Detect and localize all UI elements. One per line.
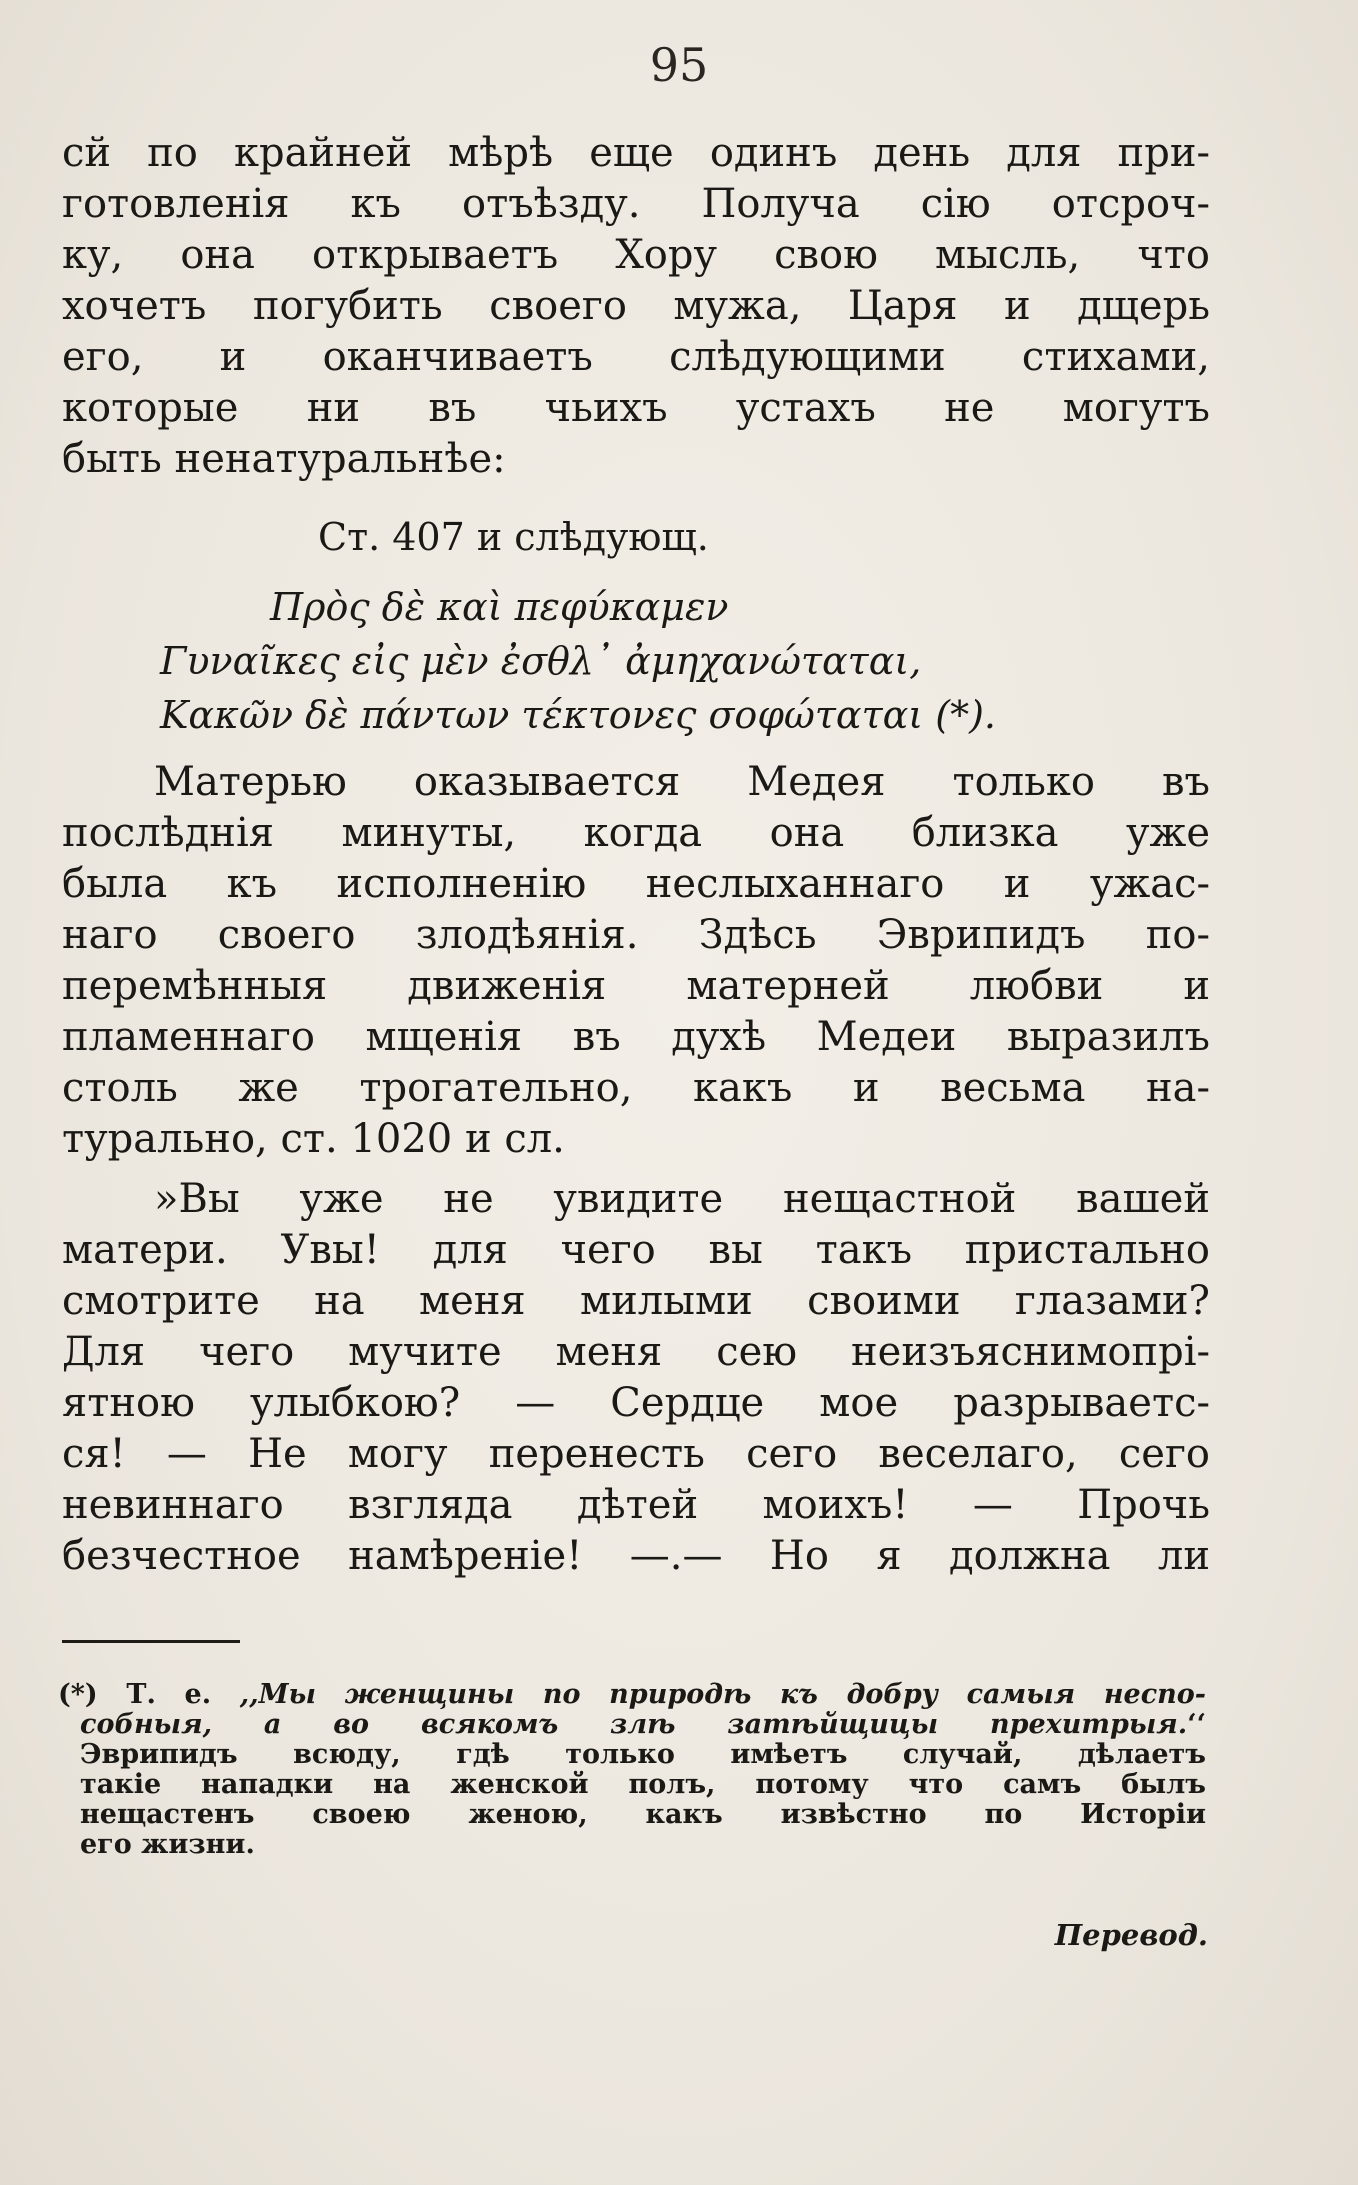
text-line: готовленія къ отъѣзду. Получа сію отсроч- [62,181,1210,227]
text-line: ся! — Не могу перенесть сего веселаго, сего [62,1431,1210,1477]
footnote-marker: (*) Т. е. [58,1680,240,1710]
translator-note: Перевод. [1054,1918,1208,1952]
text-line: »Вы уже не увидите нещастной вашей [154,1176,1210,1222]
text-line: ку, она открываетъ Хору свою мысль, что [62,232,1210,278]
greek-verse-line: Γυναῖκες εἰς μὲν ἐσθλ᾿ ἀμηχανώταται, [160,639,922,683]
text-line: безчестное намѣреніе! —.— Но я должна ли [62,1533,1210,1579]
footnote-quote-close: ‘‘ [1187,1710,1206,1740]
verse-reference: Ст. 407 и слѣдующ. [318,515,709,559]
text-line: была къ исполненію неслыханнаго и ужас- [62,861,1210,907]
text-line: сй по крайней мѣрѣ еще одинъ день для при- [62,130,1210,176]
footnote-line: такіе нападки на женской полъ, потому что самъ былъ [80,1770,1206,1800]
text-line: послѣднія минуты, когда она близка уже [62,810,1210,856]
paragraph-3 [62,1174,1210,1582]
greek-verse-line: Πρὸς δὲ καὶ πεφύκαμεν [270,585,729,629]
footnote-quote: ,,Мы женщины по природѣ къ добру самыя неспо- [239,1680,1206,1710]
text-line: смотрите на меня милыми своими глазами? [62,1278,1210,1324]
text-line: хочетъ погубить своего мужа, Царя и дщерь [62,283,1210,329]
footnote-line: Эврипидъ всюду, гдѣ только имѣетъ случай, дѣлаетъ [80,1740,1206,1770]
text-line: Для чего мучите меня сею неизъяснимопрі- [62,1329,1210,1375]
text-line: Матерью оказывается Медея только въ [154,759,1210,805]
footnote-rule [62,1640,240,1643]
paragraph-1 [62,128,1210,485]
text-line: ятною улыбкою? — Сердце мое разрываетс- [62,1380,1210,1426]
page-number: 95 [649,38,709,92]
text-line: невиннаго взгляда дѣтей моихъ! — Прочь [62,1482,1210,1528]
footnote-line [58,1710,1206,1740]
text-line: турально, ст. 1020 и сл. [62,1116,565,1162]
footnote-line [58,1680,1206,1710]
footnote-quote: собныя, а во всякомъ злѣ затѣйщицы прехитрыя. [80,1710,1188,1740]
text-line: наго своего злодѣянія. Здѣсь Эврипидъ по- [62,912,1210,958]
paragraph-2 [62,757,1210,1165]
text-line: столь же трогательно, какъ и весьма на- [62,1065,1210,1111]
text-line: перемѣнныя движенія матерней любви и [62,963,1210,1009]
text-line: его, и оканчиваетъ слѣдующими стихами, [62,334,1210,380]
text-line: пламеннаго мщенія въ духѣ Медеи выразилъ [62,1014,1210,1060]
greek-verse-line: Κακῶν δὲ πάντων τέκτονες σοφώταται (*). [160,693,996,737]
text-line: которые ни въ чьихъ устахъ не могутъ [62,385,1210,431]
footnote [58,1680,1206,1860]
footnote-line: его жизни. [80,1830,255,1860]
text-line: матери. Увы! для чего вы такъ пристально [62,1227,1210,1273]
footnote-line: нещастенъ своею женою, какъ извѣстно по Исторіи [80,1800,1206,1830]
text-line: быть ненатуральнѣе: [62,436,506,482]
